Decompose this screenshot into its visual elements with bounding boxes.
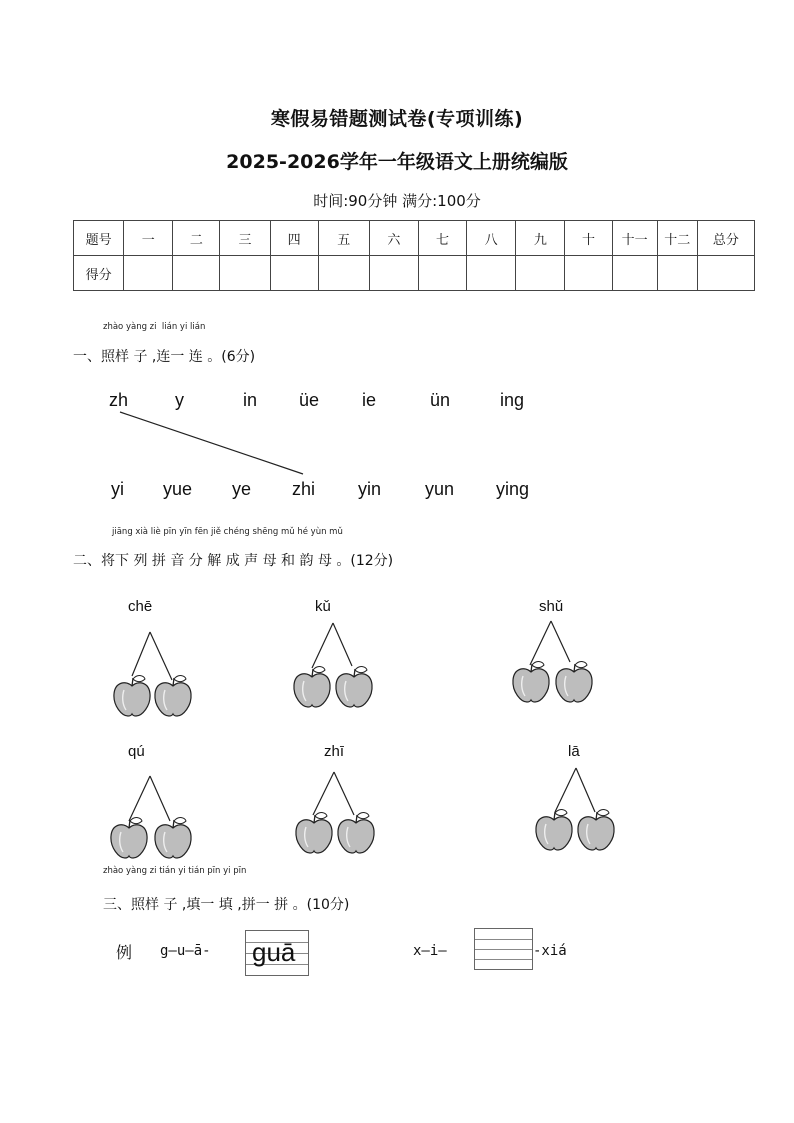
example-answer: guā [252,937,296,967]
apple-icon[interactable] [578,810,614,850]
apple-icon[interactable] [111,818,147,858]
score-header-cell: 七 [418,221,466,256]
apple-tree [111,776,191,858]
q1-example-line [120,412,303,474]
score-header-cell: 十 [565,221,612,256]
score-header-cell: 二 [173,221,220,256]
task-parts: x—i— [413,943,447,959]
q1-top-item[interactable]: ie [362,390,377,410]
q2-syllable: chē [128,598,153,615]
apple-icon[interactable] [513,662,549,702]
q1-top-item[interactable]: zh [109,390,129,410]
apple-tree [294,623,372,707]
score-header-cell: 四 [270,221,318,256]
apple-icon[interactable] [336,667,372,707]
apple-tree [296,772,374,853]
q1-bottom-item[interactable]: yi [111,479,124,499]
q2-heading: 二、将下 列 拼 音 分 解 成 声 母 和 韵 母 。(12分) [73,553,394,569]
score-header-cell: 九 [516,221,565,256]
apple-icon[interactable] [155,676,191,716]
q2-syllable: shǔ [539,598,564,615]
q1-bottom-item[interactable]: yun [425,479,455,499]
q1-top-item[interactable]: y [175,390,184,410]
answer-box[interactable] [474,928,533,970]
q1-bottom-item[interactable]: zhi [292,479,316,499]
apple-icon[interactable] [155,818,191,858]
q1-bottom-item[interactable]: yin [358,479,382,499]
apple-icon[interactable] [114,676,150,716]
example-label: 例 [116,943,133,962]
paper-subtitle: 2025-2026学年一年级语文上册统编版 [226,151,568,173]
paper-title: 寒假易错题测试卷(专项训练) [270,108,524,130]
q1-top-item[interactable]: ün [430,390,451,410]
q1-pinyin: zhào yàng zi lián yi lián [103,322,206,332]
q2-syllable: zhī [324,743,345,760]
q1-top-item[interactable]: üe [299,390,320,410]
q2-syllable: lā [568,743,580,760]
q1-bottom-item[interactable]: ying [496,479,530,499]
apple-icon[interactable] [338,813,374,853]
q2-syllable: kǔ [315,598,331,615]
score-row-label: 得分 [74,256,124,291]
apple-icon[interactable] [556,662,592,702]
score-header-cell: 五 [318,221,369,256]
q1-top-item[interactable]: in [243,390,258,410]
score-header-cell: 六 [369,221,418,256]
score-header-cell: 三 [220,221,270,256]
apple-icon[interactable] [296,813,332,853]
example-parts: g—u—ā- [160,943,211,959]
apple-tree [536,768,614,850]
apple-tree [513,621,592,702]
score-header-cell: 十二 [657,221,697,256]
q1-top-item[interactable]: ing [500,390,525,410]
score-header-cell: 八 [467,221,516,256]
apple-tree [114,632,191,716]
q1-bottom-item[interactable]: yue [163,479,193,499]
q1-heading: 一、照样 子 ,连一 连 。(6分) [73,349,256,365]
task-result: -xiá [533,943,567,959]
score-header-cell: 十一 [612,221,657,256]
score-header-cell: 一 [124,221,173,256]
score-header-cell: 题号 [74,221,124,256]
q3-heading: 三、照样 子 ,填一 填 ,拼一 拼 。(10分) [103,897,350,913]
time-info: 时间:90分钟 满分:100分 [313,192,481,210]
example-answer-box [245,930,309,976]
apple-icon[interactable] [536,810,572,850]
q2-syllable: qú [128,743,145,760]
q2-pinyin: jiāng xià liè pīn yīn fēn jiě chéng shēng mǔ hé yùn mǔ [112,527,343,537]
q1-bottom-item[interactable]: ye [232,479,252,499]
apple-icon[interactable] [294,667,330,707]
score-header-cell: 总分 [697,221,754,256]
q3-pinyin: zhào yàng zi tián yi tián pīn yi pīn [103,866,247,876]
